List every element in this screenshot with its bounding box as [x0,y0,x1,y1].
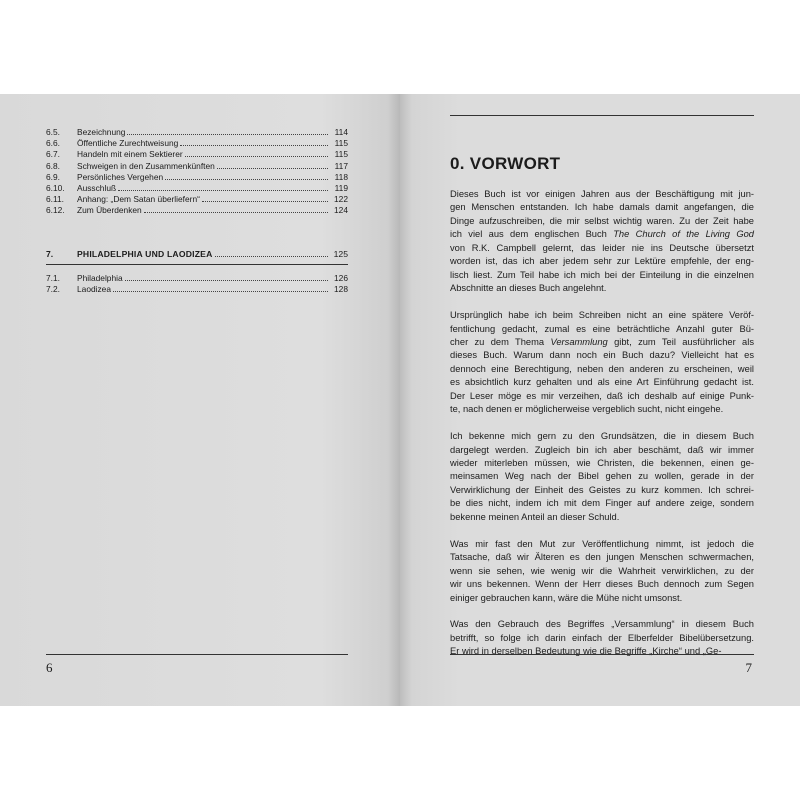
toc-entry-title: Bezeichnung [77,127,126,137]
toc-dot-leader [215,249,329,257]
toc-chapter-page: 125 [333,249,348,259]
text-line: von R.K. Campbell gelernt, das leider nie ins Deutsche übersetzt [450,242,754,253]
text-line: dargelegt werden. Zugleich bin ich aber beschämt, daß wir immer [450,444,754,455]
page-number-left: 6 [46,660,53,675]
text-line: worden ist, das ich aber jedem sehr zur Lektüre empfehle, der eng- [450,256,754,267]
text-line: gen Menschen entstanden. Ich habe damals damit angefangen, die [450,202,754,213]
body-text [450,188,754,672]
toc-entry [46,273,348,284]
toc-entry-page: 124 [334,205,348,216]
toc-dot-leader [202,194,328,202]
text-line: betrifft, so folge ich darin einfach der Elberfelder Bibelübersetzung. [450,632,754,643]
toc-chapter-title: PHILADELPHIA UND LAODIZEA [77,249,213,259]
text-line: fentlichung gedacht, zumal es eine beträchtliche Anzahl guter Bü- [450,323,754,334]
paragraph [450,188,754,296]
toc-dot-leader [180,138,328,146]
text-line: meinsamen Weg nach der Bibel gehen zu wollen, gerade in der [450,471,754,482]
toc-entry-number: 6.7. [46,149,60,160]
toc-entry [46,205,348,216]
footer-rule-left [46,654,348,655]
toc-entry [46,138,348,149]
text-line: cher zu dem Thema Versammlung gibt, zum Teil ausführlicher als [450,336,754,347]
page-number-right: 7 [745,660,752,675]
text-line: ich viel aus dem englischen Buch The Church of the Living God [450,229,754,240]
book-spread [0,94,800,706]
text-line: Dinge aufzuschreiben, die mir selbst wichtig waren. Zu der Zeit habe [450,215,754,226]
text-line: bekenne meinen Anteil an dieser Schuld. [450,511,620,522]
text-line: Er wird in derselben Bedeutung wie die Begriffe „Kirche“ und „Ge- [450,646,722,657]
toc-entry [46,183,348,194]
text-line: wieder miterleben müssen, wie Christen, die bekennen, einen ge- [450,458,754,469]
toc-entry-number: 6.5. [46,127,60,137]
toc-entry-number: 6.10. [46,183,65,194]
toc-dot-leader [125,273,328,281]
toc-dot-leader [185,149,328,157]
toc-entry-page: 115 [334,149,348,160]
toc-entry [46,284,348,295]
toc-entry-title: Öffentliche Zurechtweisung [77,138,179,149]
text-line: Was den Gebrauch des Begriffes „Versammlung“ in diesem Buch [450,619,754,630]
text-line: te, nach denen er möglicherweise vergeblich sucht, nicht eingehe. [450,404,724,415]
toc-entry [46,127,348,138]
toc-entry-page: 114 [334,127,348,137]
toc-entry-title: Philadelphia [77,273,123,283]
toc-entry [46,172,348,183]
text-line: wenn sie sehen, wie wenig wir die Wahrheit verwirklichen, zu der [450,565,754,576]
paragraph [450,538,754,605]
toc-entry-title: Handeln mit einem Sektierer [77,149,183,160]
toc-entry-page: 119 [334,183,348,194]
paragraph [450,309,754,417]
text-line: Abschnitte an dieses Buch angelehnt. [450,283,607,294]
toc-entry-number: 6.6. [46,138,60,149]
toc-entry-number: 7.2. [46,284,60,295]
text-line: Der Leser möge es mir verzeihen, daß ich deshalb auf einige Punk- [450,390,754,401]
text-line: Ich bekenne mich gern zu den Grundsätzen, die in diesem Buch [450,431,754,442]
text-line: Tatsache, daß wir Älteren es den jungen Menschen schwermachen, [450,552,754,563]
toc-dot-leader [118,183,328,191]
text-line: dennoch eine Berechtigung, neben den anderen zu erscheinen, weil [450,363,754,374]
text-line: es absichtlich kurz gehalten und als eine Art Einführung gedacht ist. [450,377,754,388]
toc-entry-page: 115 [334,138,348,149]
toc-entry-page: 126 [334,273,348,283]
toc-dot-leader [127,127,328,135]
toc-entry-title: Laodizea [77,284,111,295]
toc-list-chapter-6 [46,127,348,217]
toc-entry-page: 122 [334,194,348,205]
toc-entry-page: 117 [334,160,348,171]
paragraph [450,430,754,524]
toc-entry-page: 118 [334,171,348,182]
emphasis: Versammlung [550,336,608,347]
toc-entry-page: 128 [334,284,348,295]
toc-entry-number: 6.11. [46,194,65,205]
header-rule-right [450,115,754,116]
chapter-rule [46,264,348,265]
toc-entry-number: 7.1. [46,273,60,283]
toc-entry-number: 6.12. [46,205,65,216]
toc-chapter-number: 7. [46,249,54,259]
text-line: be dies nicht, indem ich mit dem Finger auf andere zeige, sondern [450,498,754,509]
text-line: Was mir fast den Mut zur Veröffentlichung nimmt, ist jedoch die [450,538,754,549]
chapter-title: 0. VORWORT [450,154,561,173]
toc-entry-title: Persönliches Vergehen [77,171,164,182]
paragraph [450,618,754,658]
toc-entry-title: Schweigen in den Zusammenkünften [77,160,215,171]
text-line: Dieses Buch ist vor einigen Jahren aus der Beschäftigung mit jun- [450,189,754,199]
text-line: dieses Buch. Warum dann noch ein Buch dazu? Vielleicht hat es [450,350,754,361]
emphasis: The Church of the Living God [613,229,754,240]
text-line: Ursprünglich habe ich beim Schreiben nicht an eine spätere Veröf- [450,310,754,321]
toc-list-chapter-7 [46,273,348,296]
text-line: wir uns bekennen. Wenn der Herr dieses Buch dennoch zum Segen [450,579,754,590]
toc-entry-title: Zum Überdenken [77,205,142,216]
toc-entry [46,161,348,172]
toc-entry-title: Ausschluß [77,183,117,194]
footer-rule-right [450,654,754,655]
text-line: lisch liest. Zum Teil habe ich mich bei der Einteilung in die einzelnen [450,269,754,280]
toc-dot-leader [144,205,328,213]
left-page [0,94,400,706]
toc-dot-leader [165,172,328,180]
toc-entry-number: 6.8. [46,160,60,171]
toc-entry [46,149,348,160]
right-page [400,94,800,706]
toc-entry-number: 6.9. [46,171,60,182]
toc-entry [46,194,348,205]
text-line: Verwirklichung der Einheit des Geistes zu kurz kommen. Ich schrei- [450,484,754,495]
toc-dot-leader [217,161,328,169]
text-line: einiger gebrauchen kann, wäre die Mühe nicht umsonst. [450,592,683,603]
toc-dot-leader [113,284,328,292]
toc-entry-title: Anhang: „Dem Satan überliefern“ [77,194,200,205]
toc-chapter-7 [46,249,348,259]
